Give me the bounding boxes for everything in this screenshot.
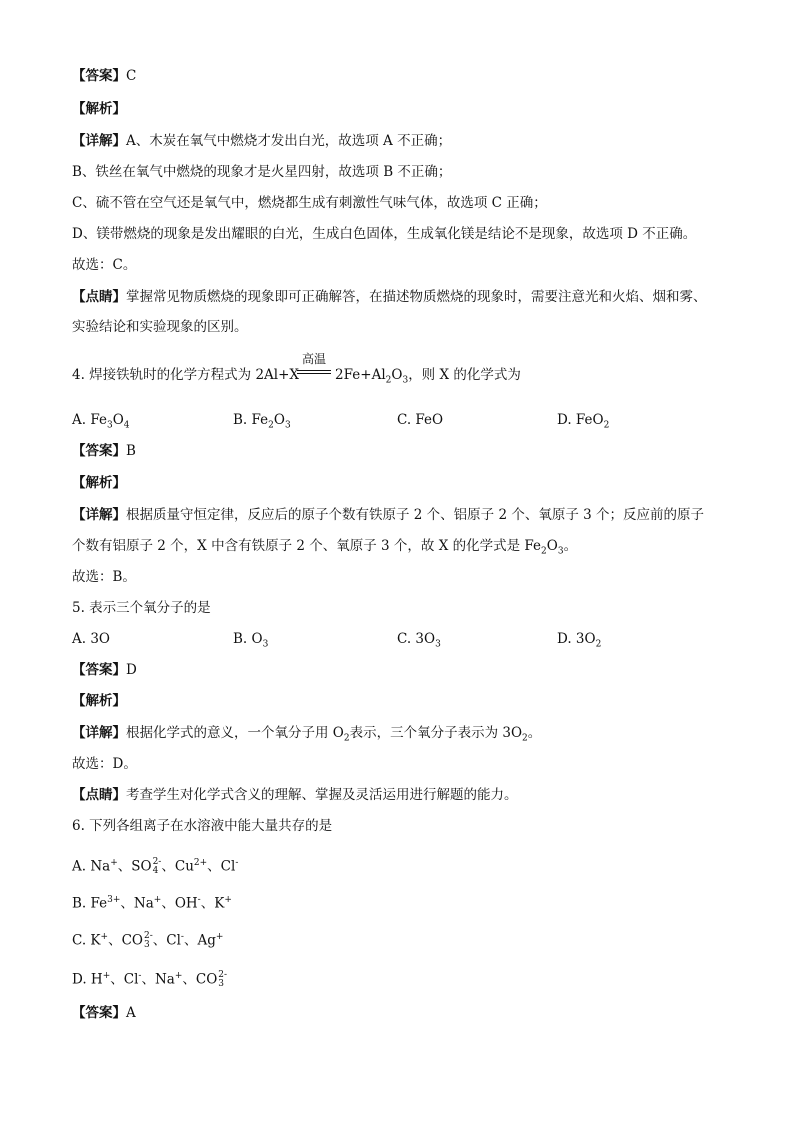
option-text: C. K xyxy=(72,932,101,949)
question-stem: ，则 X 的化学式为 xyxy=(408,367,521,383)
q4-option-a: A. $Fe_3O_4$ xyxy=(72,412,130,431)
point-line-2 xyxy=(72,318,248,336)
option-text: D. H xyxy=(72,971,103,988)
option-text: 、Ag xyxy=(183,932,216,949)
detail-tag: 【详解】 xyxy=(72,133,126,149)
detail-text: O xyxy=(546,538,558,554)
option-text: 、Cu xyxy=(161,858,194,875)
q4-detail-2: 个数有铝原子 2 个，X 中含有铁原子 2 个、氧原子 3 个，故 X 的化学式是 $Fe_2O_3$。 xyxy=(72,538,578,557)
q6-option-a: A. Na+、SO 2- 4 、$Cu^{2+}$、Cl- xyxy=(72,857,239,876)
detail-text: 。 xyxy=(527,725,542,741)
q5-option-c: C. $3O_3$ xyxy=(397,631,441,650)
q5-answer xyxy=(72,661,137,679)
question-stem: 4. 焊接铁轨时的化学方程式为 2Al+X xyxy=(72,367,300,383)
equation-product: 2Fe+Al xyxy=(335,367,386,383)
option-text: B. Fe xyxy=(233,412,269,428)
q6-option-c: C. K+、CO 2- 3 、Cl-、Ag+ xyxy=(72,931,224,950)
question-stem: 6. 下列各组离子在水溶液中能大量共存的是 xyxy=(72,818,333,834)
option-text: D. FeO xyxy=(557,412,604,428)
choose-text: 故选：C。 xyxy=(72,257,137,273)
detail-line-a xyxy=(72,132,451,150)
q5-analysis-heading xyxy=(72,692,126,710)
answer-value: A xyxy=(126,1005,136,1021)
q4-option-c xyxy=(397,411,443,429)
detail-text: A、木炭在氧气中燃烧才发出白光，故选项 A 不正确； xyxy=(126,133,452,149)
detail-text: C、硫不管在空气还是氧气中，燃烧都生成有刺激性气味气体，故选项 C 正确； xyxy=(72,195,547,211)
answer-value: B xyxy=(126,443,136,459)
option-text: B. O xyxy=(233,631,263,647)
option-text: A. 3O xyxy=(72,631,110,647)
option-text: A. Na xyxy=(72,858,111,875)
q4-option-d: D. FeO$_2$ xyxy=(557,412,610,431)
option-text: 、CO xyxy=(182,971,218,988)
charge-stack: 2- 3 xyxy=(143,931,153,950)
option-text: 、CO xyxy=(108,932,143,949)
answer-tag: 【答案】 xyxy=(72,1005,126,1021)
charge-stack: 2- 3 xyxy=(218,970,228,989)
option-text: C. FeO xyxy=(397,412,444,428)
q5-detail: 【详解】根据化学式的意义，一个氧分子用 $O_2$表示，三个氧分子表示为 $3O_2$。 xyxy=(72,725,542,744)
point-text: 考查学生对化学式含义的理解、掌握及灵活运用进行解题的能力。 xyxy=(126,787,518,803)
choose-text: 故选：B。 xyxy=(72,569,136,585)
q6-option-b: B. $Fe^{3+}$、Na+、OH-、K+ xyxy=(72,895,232,912)
equation-product: O xyxy=(391,367,403,383)
analysis-tag: 【解析】 xyxy=(72,475,126,491)
q5-option-b: B. $O_3$ xyxy=(233,631,269,650)
detail-text: D、镁带燃烧的现象是发出耀眼的白光，生成白色固体，生成氧化镁是结论不是现象，故选项 D 不正确。 xyxy=(72,226,697,242)
q4-choose xyxy=(72,568,136,586)
option-text: 、OH xyxy=(161,895,198,912)
option-text: 、Na xyxy=(141,971,175,988)
option-text: 、K xyxy=(200,895,225,912)
q4-detail-1 xyxy=(72,506,704,524)
option-text: 、Cl xyxy=(152,932,181,949)
detail-tag: 【详解】 xyxy=(72,507,126,523)
option-text: A. Fe xyxy=(72,412,107,428)
detail-tag: 【详解】 xyxy=(72,725,126,741)
choose-line xyxy=(72,256,136,274)
detail-text: 根据化学式的意义，一个氧分子用 O xyxy=(126,725,344,741)
q5-option-d: D. $3O_2$ xyxy=(557,631,602,650)
answer-tag: 【答案】 xyxy=(72,443,126,459)
question-stem: 5. 表示三个氧分子的是 xyxy=(72,600,211,616)
point-text: 掌握常见物质燃烧的现象即可正确解答，在描述物质燃烧的现象时，需要注意光和火焰、烟和雾、 xyxy=(126,289,707,305)
detail-text: 表示，三个氧分子表示为 3O xyxy=(349,725,523,741)
point-tag: 【点睛】 xyxy=(72,289,126,305)
detail-text: 个数有铝原子 2 个，X 中含有铁原子 2 个、氧原子 3 个，故 X 的化学式是 Fe xyxy=(72,538,542,554)
analysis-tag: 【解析】 xyxy=(72,693,126,709)
answer-value: C xyxy=(126,68,137,84)
detail-line-d xyxy=(72,225,696,243)
charge-stack: 2- 4 xyxy=(152,857,162,876)
q5-point xyxy=(72,786,518,804)
option-text: C. 3O xyxy=(397,631,436,647)
option-text: 、Na xyxy=(120,895,154,912)
q4-answer xyxy=(72,442,136,460)
point-text: 实验结论和实验现象的区别。 xyxy=(72,319,248,335)
question-4-stem: 4. 焊接铁轨时的化学方程式为 2Al+X $2Fe+Al_2O_3$，则 X 的化学式为 xyxy=(72,367,521,386)
answer-line-3 xyxy=(72,67,136,85)
q6-option-d: D. H+、Cl-、Na+、CO 2- 3 xyxy=(72,970,228,989)
detail-text: B、铁丝在氧气中燃烧的现象才是火星四射，故选项 B 不正确； xyxy=(72,164,452,180)
detail-line-b xyxy=(72,163,451,181)
detail-line-c xyxy=(72,194,547,212)
point-tag: 【点睛】 xyxy=(72,787,126,803)
answer-tag: 【答案】 xyxy=(72,68,126,84)
detail-text: 。 xyxy=(563,538,578,554)
question-6-stem xyxy=(72,817,332,835)
option-text: B. Fe xyxy=(72,895,108,912)
reaction-condition: 高温 xyxy=(302,352,327,366)
option-text: D. 3O xyxy=(557,631,596,647)
answer-value: D xyxy=(126,662,137,678)
analysis-tag: 【解析】 xyxy=(72,101,126,117)
choose-text: 故选：D。 xyxy=(72,756,137,772)
detail-text: 根据质量守恒定律，反应后的原子个数有铁原子 2 个、铝原子 2 个、氧原子 3 个；反应前的原子 xyxy=(126,507,705,523)
equation-bar-bottom xyxy=(297,373,331,374)
option-text: 、SO xyxy=(117,858,152,875)
q5-option-a xyxy=(72,630,110,648)
question-5-stem xyxy=(72,599,211,617)
q4-analysis-heading xyxy=(72,474,126,492)
q6-answer xyxy=(72,1004,136,1022)
option-text: 、Cl xyxy=(207,858,236,875)
answer-tag: 【答案】 xyxy=(72,662,126,678)
equation-bar-top xyxy=(297,370,331,371)
point-line-1 xyxy=(72,288,707,306)
analysis-heading-3 xyxy=(72,100,126,118)
q4-option-b: B. $Fe_2O_3$ xyxy=(233,412,291,431)
option-text: 、Cl xyxy=(110,971,139,988)
q5-choose xyxy=(72,755,137,773)
